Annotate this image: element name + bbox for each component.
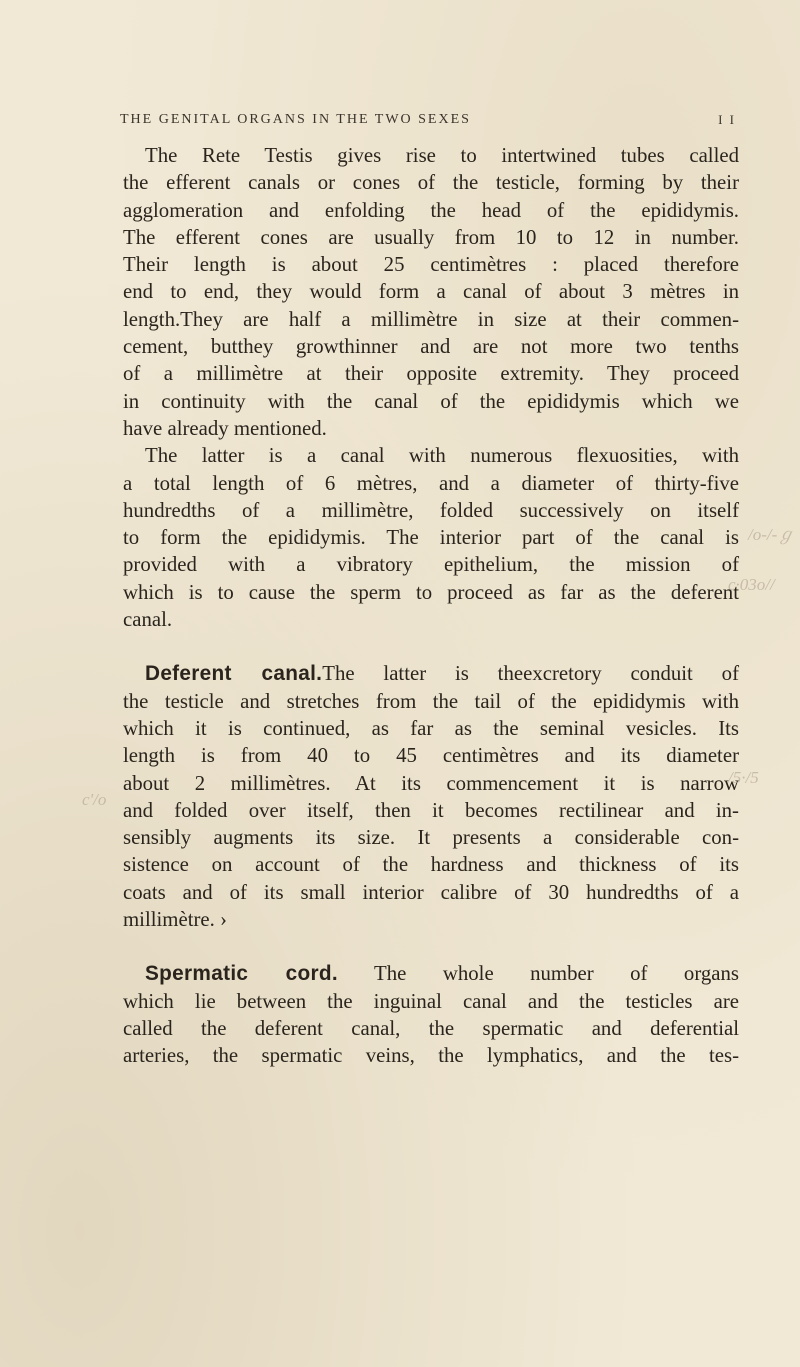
body-text bbox=[123, 142, 739, 1070]
text-line: cement, butthey growthinner and are not more two tenths bbox=[123, 335, 739, 359]
running-title: THE GENITAL ORGANS IN THE TWO SEXES bbox=[120, 112, 471, 127]
section-heading-spermatic-cord: Spermatic cord. bbox=[145, 962, 338, 986]
text-line: hundredths of a millimètre, folded successively on itself bbox=[123, 498, 739, 522]
margin-pencil-mark: c·03o// bbox=[728, 575, 775, 594]
text-line: about 2 millimètres. At its commencement it is narrow bbox=[123, 771, 739, 795]
text-line: a total length of 6 mètres, and a diameter of thirty-five bbox=[123, 471, 739, 495]
text-line: in continuity with the canal of the epididymis which we bbox=[123, 389, 739, 413]
text-line: canal. bbox=[123, 608, 173, 632]
text-line: which it is continued, as far as the seminal vesicles. Its bbox=[123, 716, 739, 740]
text-line: Their length is about 25 centimètres : placed therefore bbox=[123, 253, 739, 277]
text-line: millimètre. › bbox=[123, 908, 227, 932]
margin-pencil-mark: /5·/5 bbox=[728, 768, 759, 787]
text-line: coats and of its small interior calibre of 30 hundredths of a bbox=[123, 880, 739, 904]
text-line: sistence on account of the hardness and thickness of its bbox=[123, 853, 739, 877]
text-line bbox=[123, 960, 739, 987]
text-line: The latter is a canal with numerous flexuosities, with bbox=[145, 444, 739, 468]
text-line: provided with a vibratory epithelium, the mission of bbox=[123, 553, 739, 577]
running-head bbox=[120, 112, 736, 136]
text-line: agglomeration and enfolding the head of the epididymis. bbox=[123, 198, 739, 222]
text-line: The Rete Testis gives rise to intertwined tubes called bbox=[145, 144, 739, 167]
text-line: have already mentioned. bbox=[123, 416, 327, 440]
text-run: The latter is theexcretory conduit of bbox=[322, 662, 739, 686]
text-line: the efferent canals or cones of the testicle, forming by their bbox=[123, 171, 739, 195]
margin-pencil-mark: /o-/-ℊ bbox=[748, 525, 795, 544]
text-line: to form the epididymis. The interior part of the canal is bbox=[123, 526, 739, 550]
text-line: of a millimètre at their opposite extremity. They proceed bbox=[123, 362, 739, 386]
paragraph-gap bbox=[123, 933, 739, 960]
text-line: length.They are half a millimètre in size at their commen- bbox=[123, 307, 739, 331]
text-line: and folded over itself, then it becomes rectilinear and in- bbox=[123, 798, 739, 822]
text-line: which is to cause the sperm to proceed as far as the deferent bbox=[123, 580, 739, 604]
text-run: The whole number of organs bbox=[337, 962, 739, 986]
text-line: sensibly augments its size. It presents a considerable con- bbox=[123, 826, 739, 850]
text-line: the testicle and stretches from the tail of the epididymis with bbox=[123, 689, 739, 713]
text-line: arteries, the spermatic veins, the lymphatics, and the tes- bbox=[123, 1044, 739, 1068]
section-heading-deferent-canal: Deferent canal. bbox=[145, 662, 323, 686]
text-line: The efferent cones are usually from 10 to 12 in number. bbox=[123, 225, 739, 249]
text-line: called the deferent canal, the spermatic and deferential bbox=[123, 1016, 739, 1040]
paragraph-gap bbox=[123, 633, 739, 660]
margin-pencil-mark: c'/o bbox=[82, 790, 107, 809]
text-line bbox=[123, 660, 739, 687]
text-line: which lie between the inguinal canal and the testicles are bbox=[123, 989, 739, 1013]
page-number: I I bbox=[718, 112, 736, 127]
text-line: length is from 40 to 45 centimètres and its diameter bbox=[123, 744, 739, 768]
text-line: end to end, they would form a canal of about 3 mètres in bbox=[123, 280, 739, 304]
